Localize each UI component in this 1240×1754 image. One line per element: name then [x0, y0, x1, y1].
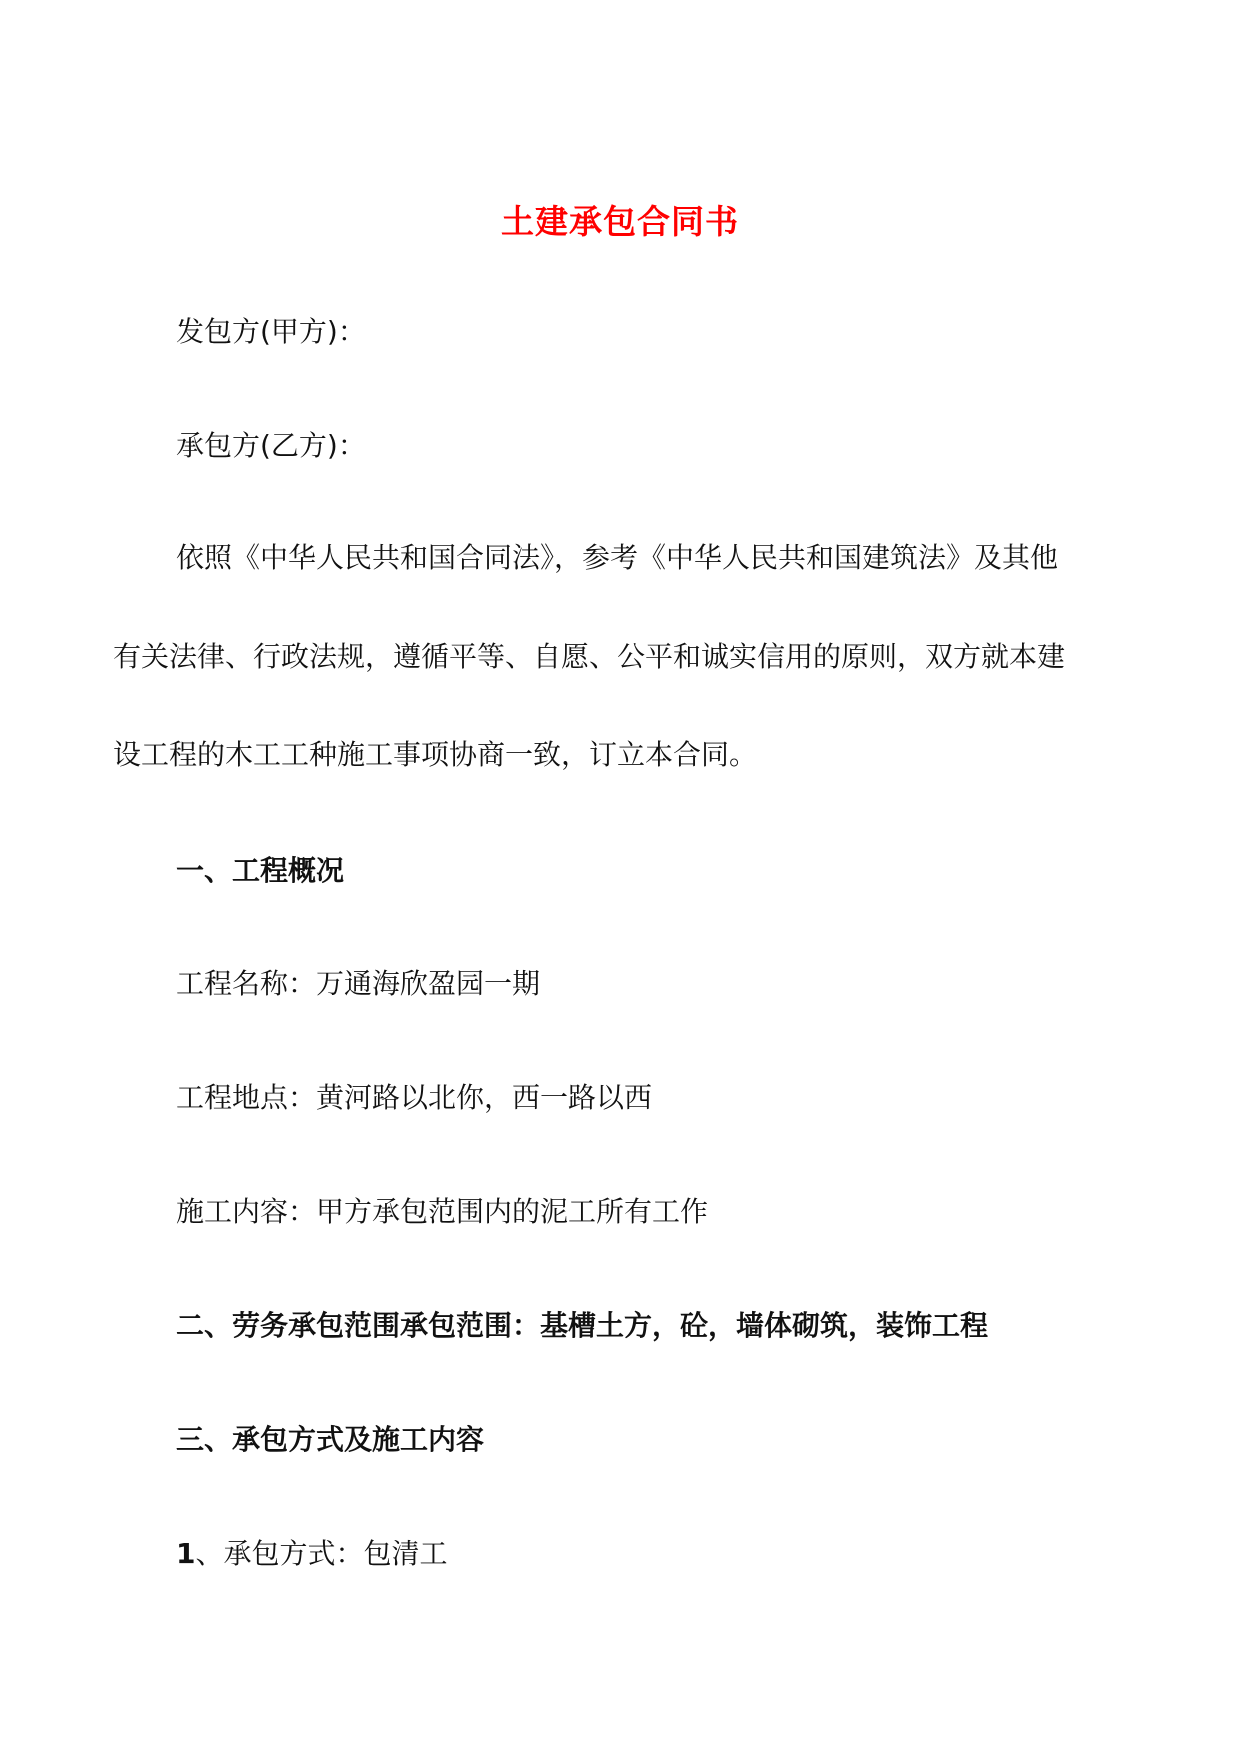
item-number: 1 — [176, 1537, 196, 1570]
party-b-line: 承包方(乙方)： — [176, 429, 366, 462]
item-text: 、承包方式：包清工 — [195, 1537, 448, 1570]
preamble-line-1: 依照《中华人民共和国合同法》，参考《中华人民共和国建筑法》及其他 — [176, 541, 1059, 574]
preamble-line-2: 有关法律、行政法规，遵循平等、自愿、公平和诚实信用的原则，双方就本建 — [113, 640, 1066, 673]
preamble-line-3: 设工程的木工工种施工事项协商一致，订立本合同。 — [113, 738, 758, 771]
section-3-item-1 — [176, 1534, 448, 1574]
project-location-line: 工程地点：黄河路以北你，西一路以西 — [176, 1081, 653, 1114]
party-a-line: 发包方(甲方)： — [176, 315, 366, 348]
document-title: 土建承包合同书 — [501, 202, 739, 241]
section-3-heading: 三、承包方式及施工内容 — [176, 1423, 485, 1456]
section-2-heading: 二、劳务承包范围承包范围：基槽土方，砼，墙体砌筑，装饰工程 — [176, 1309, 989, 1342]
construction-content-line: 施工内容：甲方承包范围内的泥工所有工作 — [176, 1195, 709, 1228]
project-name-line: 工程名称：万通海欣盈园一期 — [176, 967, 541, 1000]
section-1-heading: 一、工程概况 — [176, 854, 345, 887]
